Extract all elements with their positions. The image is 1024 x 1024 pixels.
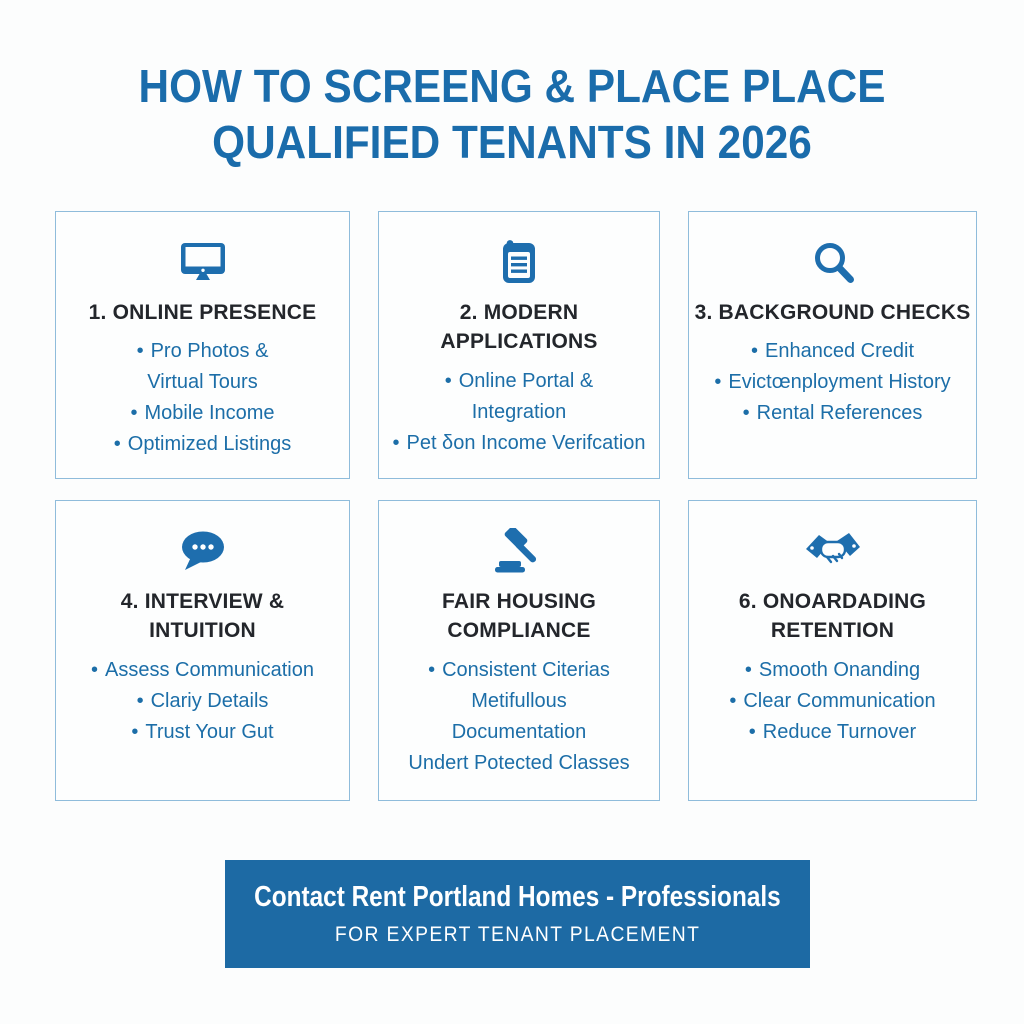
- contact-cta-title: Contact Rent Portland Homes - Professionals: [254, 881, 781, 913]
- clipboard-icon: [379, 236, 659, 288]
- bullet-line: Virtual Tours: [147, 371, 258, 394]
- contact-cta-banner[interactable]: [225, 860, 810, 968]
- bullet-line: • Clariy Details: [136, 689, 269, 712]
- monitor-icon: [56, 236, 349, 288]
- card-background-checks: [688, 211, 977, 479]
- card-bullets: [689, 655, 976, 748]
- bullet-line: • Consistent Citerias: [428, 658, 610, 681]
- card-bullets: [379, 655, 659, 779]
- card-title: FAIR HOUSING COMPLIANCE: [441, 590, 597, 643]
- bullet-line: • Rental References: [742, 402, 923, 425]
- gavel-icon: [379, 525, 659, 577]
- bullet-line: Documentation: [451, 720, 587, 743]
- bullet-line: • Online Portal &: [444, 369, 594, 392]
- page-title-line1: HOW TO SCREENG & PLACE PLACE: [138, 60, 886, 112]
- bullet-line: • Evictœnployment History: [714, 371, 951, 394]
- card-bullets: [689, 336, 976, 429]
- card-interview-intuition: [55, 500, 350, 801]
- contact-cta-subtitle: FOR EXPERT TENANT PLACEMENT: [334, 923, 701, 946]
- bullet-line: • Assess Communication: [91, 658, 314, 681]
- bullet-line: • Trust Your Gut: [131, 720, 274, 743]
- card-modern-applications: [378, 211, 660, 479]
- card-title: 4. INTERVIEW & INTUITION: [120, 590, 285, 643]
- card-bullets: [379, 366, 659, 459]
- search-icon: [689, 236, 976, 288]
- bullet-line: • Optimized Listings: [113, 433, 292, 456]
- bullet-line: • Smooth Onanding: [744, 658, 921, 681]
- card-title: 3. BACKGROUND CHECKS: [694, 301, 971, 324]
- bullet-line: • Mobile Income: [130, 402, 275, 425]
- card-title: 6. ONOARDADING RETENTION: [738, 590, 927, 643]
- chat-bubble-icon: [56, 525, 349, 577]
- card-online-presence: [55, 211, 350, 479]
- page-title: [41, 58, 983, 170]
- bullet-line: • Reduce Turnover: [748, 720, 917, 743]
- bullet-line: Undert Potected Classes: [408, 751, 630, 774]
- card-bullets: [56, 336, 349, 460]
- card-onboarding-retention: [688, 500, 977, 801]
- card-fair-housing-compliance: [378, 500, 660, 801]
- bullet-line: • Clear Communication: [729, 689, 936, 712]
- bullet-line: Integration: [471, 400, 567, 423]
- bullet-line: • Pro Photos &: [136, 340, 269, 363]
- bullet-line: • Enhanced Credit: [751, 340, 914, 363]
- bullet-line: Metifullous: [471, 689, 567, 712]
- bullet-line: • Pet δon Income Verifcation: [392, 431, 646, 454]
- card-bullets: [56, 655, 349, 748]
- handshake-icon: [689, 525, 976, 577]
- cards-grid: [55, 211, 977, 801]
- card-title: 1. ONLINE PRESENCE: [88, 301, 317, 324]
- card-title: 2. MODERN APPLICATIONS: [440, 301, 598, 354]
- page-title-line2: QUALIFIED TENANTS IN 2026: [212, 116, 812, 169]
